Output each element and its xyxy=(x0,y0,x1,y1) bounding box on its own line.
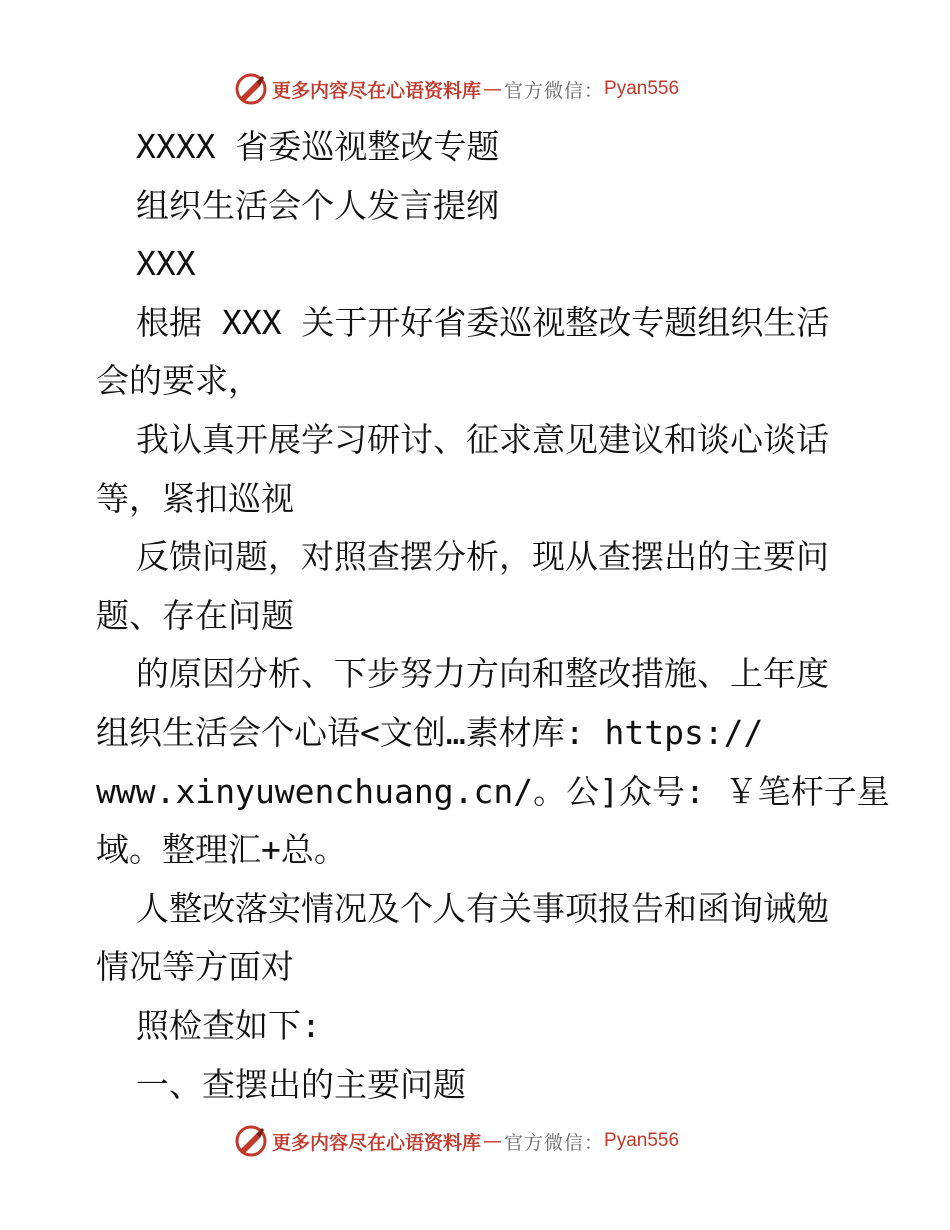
doc-paragraph-line: 会的要求， xyxy=(96,361,261,401)
doc-paragraph-line: 我认真开展学习研讨、征求意见建议和谈心谈话 xyxy=(136,419,829,459)
watermark-sub-text: 官方微信： xyxy=(504,1131,605,1154)
doc-title-line-1: XXXX 省委巡视整改专题 xyxy=(136,127,500,166)
pen-logo-icon xyxy=(234,72,268,106)
doc-section-heading: 一、查摆出的主要问题 xyxy=(136,1064,466,1104)
doc-paragraph-line: 照检查如下: xyxy=(136,1005,321,1045)
doc-paragraph-line: 人整改落实情况及个人有关事项报告和函询诫勉 xyxy=(136,888,829,928)
doc-paragraph-line: 的原因分析、下步努力方向和整改措施、上年度 xyxy=(136,654,829,694)
doc-author: XXX xyxy=(136,244,196,284)
pen-logo-icon xyxy=(234,1124,268,1158)
watermark-footer xyxy=(234,1124,714,1158)
doc-paragraph-line: 域。整理汇+总。 xyxy=(96,830,347,870)
doc-paragraph-line: 组织生活会个心语<文创…素材库: https:// xyxy=(96,712,764,752)
watermark-wechat-id: Pyan556 xyxy=(604,78,680,99)
watermark-dash: — xyxy=(483,78,503,100)
watermark-main-text: 更多内容尽在心语资料库 xyxy=(272,79,482,102)
watermark-header xyxy=(234,72,714,106)
watermark-main-text: 更多内容尽在心语资料库 xyxy=(272,1131,482,1154)
watermark-wechat-id: Pyan556 xyxy=(604,1130,680,1151)
doc-paragraph-line: 情况等方面对 xyxy=(96,947,294,987)
document-body xyxy=(96,118,890,1114)
watermark-sub-text: 官方微信： xyxy=(504,79,605,102)
doc-paragraph-line: www.xinyuwenchuang.cn/。公]众号: ￥笔杆子星 xyxy=(96,771,890,811)
watermark-dash: — xyxy=(483,1130,503,1152)
doc-paragraph-line: 根据 XXX 关于开好省委巡视整改专题组织生活 xyxy=(136,302,830,342)
doc-paragraph-line: 反馈问题，对照查摆分析，现从查摆出的主要问 xyxy=(136,537,829,577)
doc-title-line-2: 组织生活会个人发言提纲 xyxy=(136,185,499,225)
doc-paragraph-line: 等，紧扣巡视 xyxy=(96,478,294,518)
doc-paragraph-line: 题、存在问题 xyxy=(96,595,294,635)
